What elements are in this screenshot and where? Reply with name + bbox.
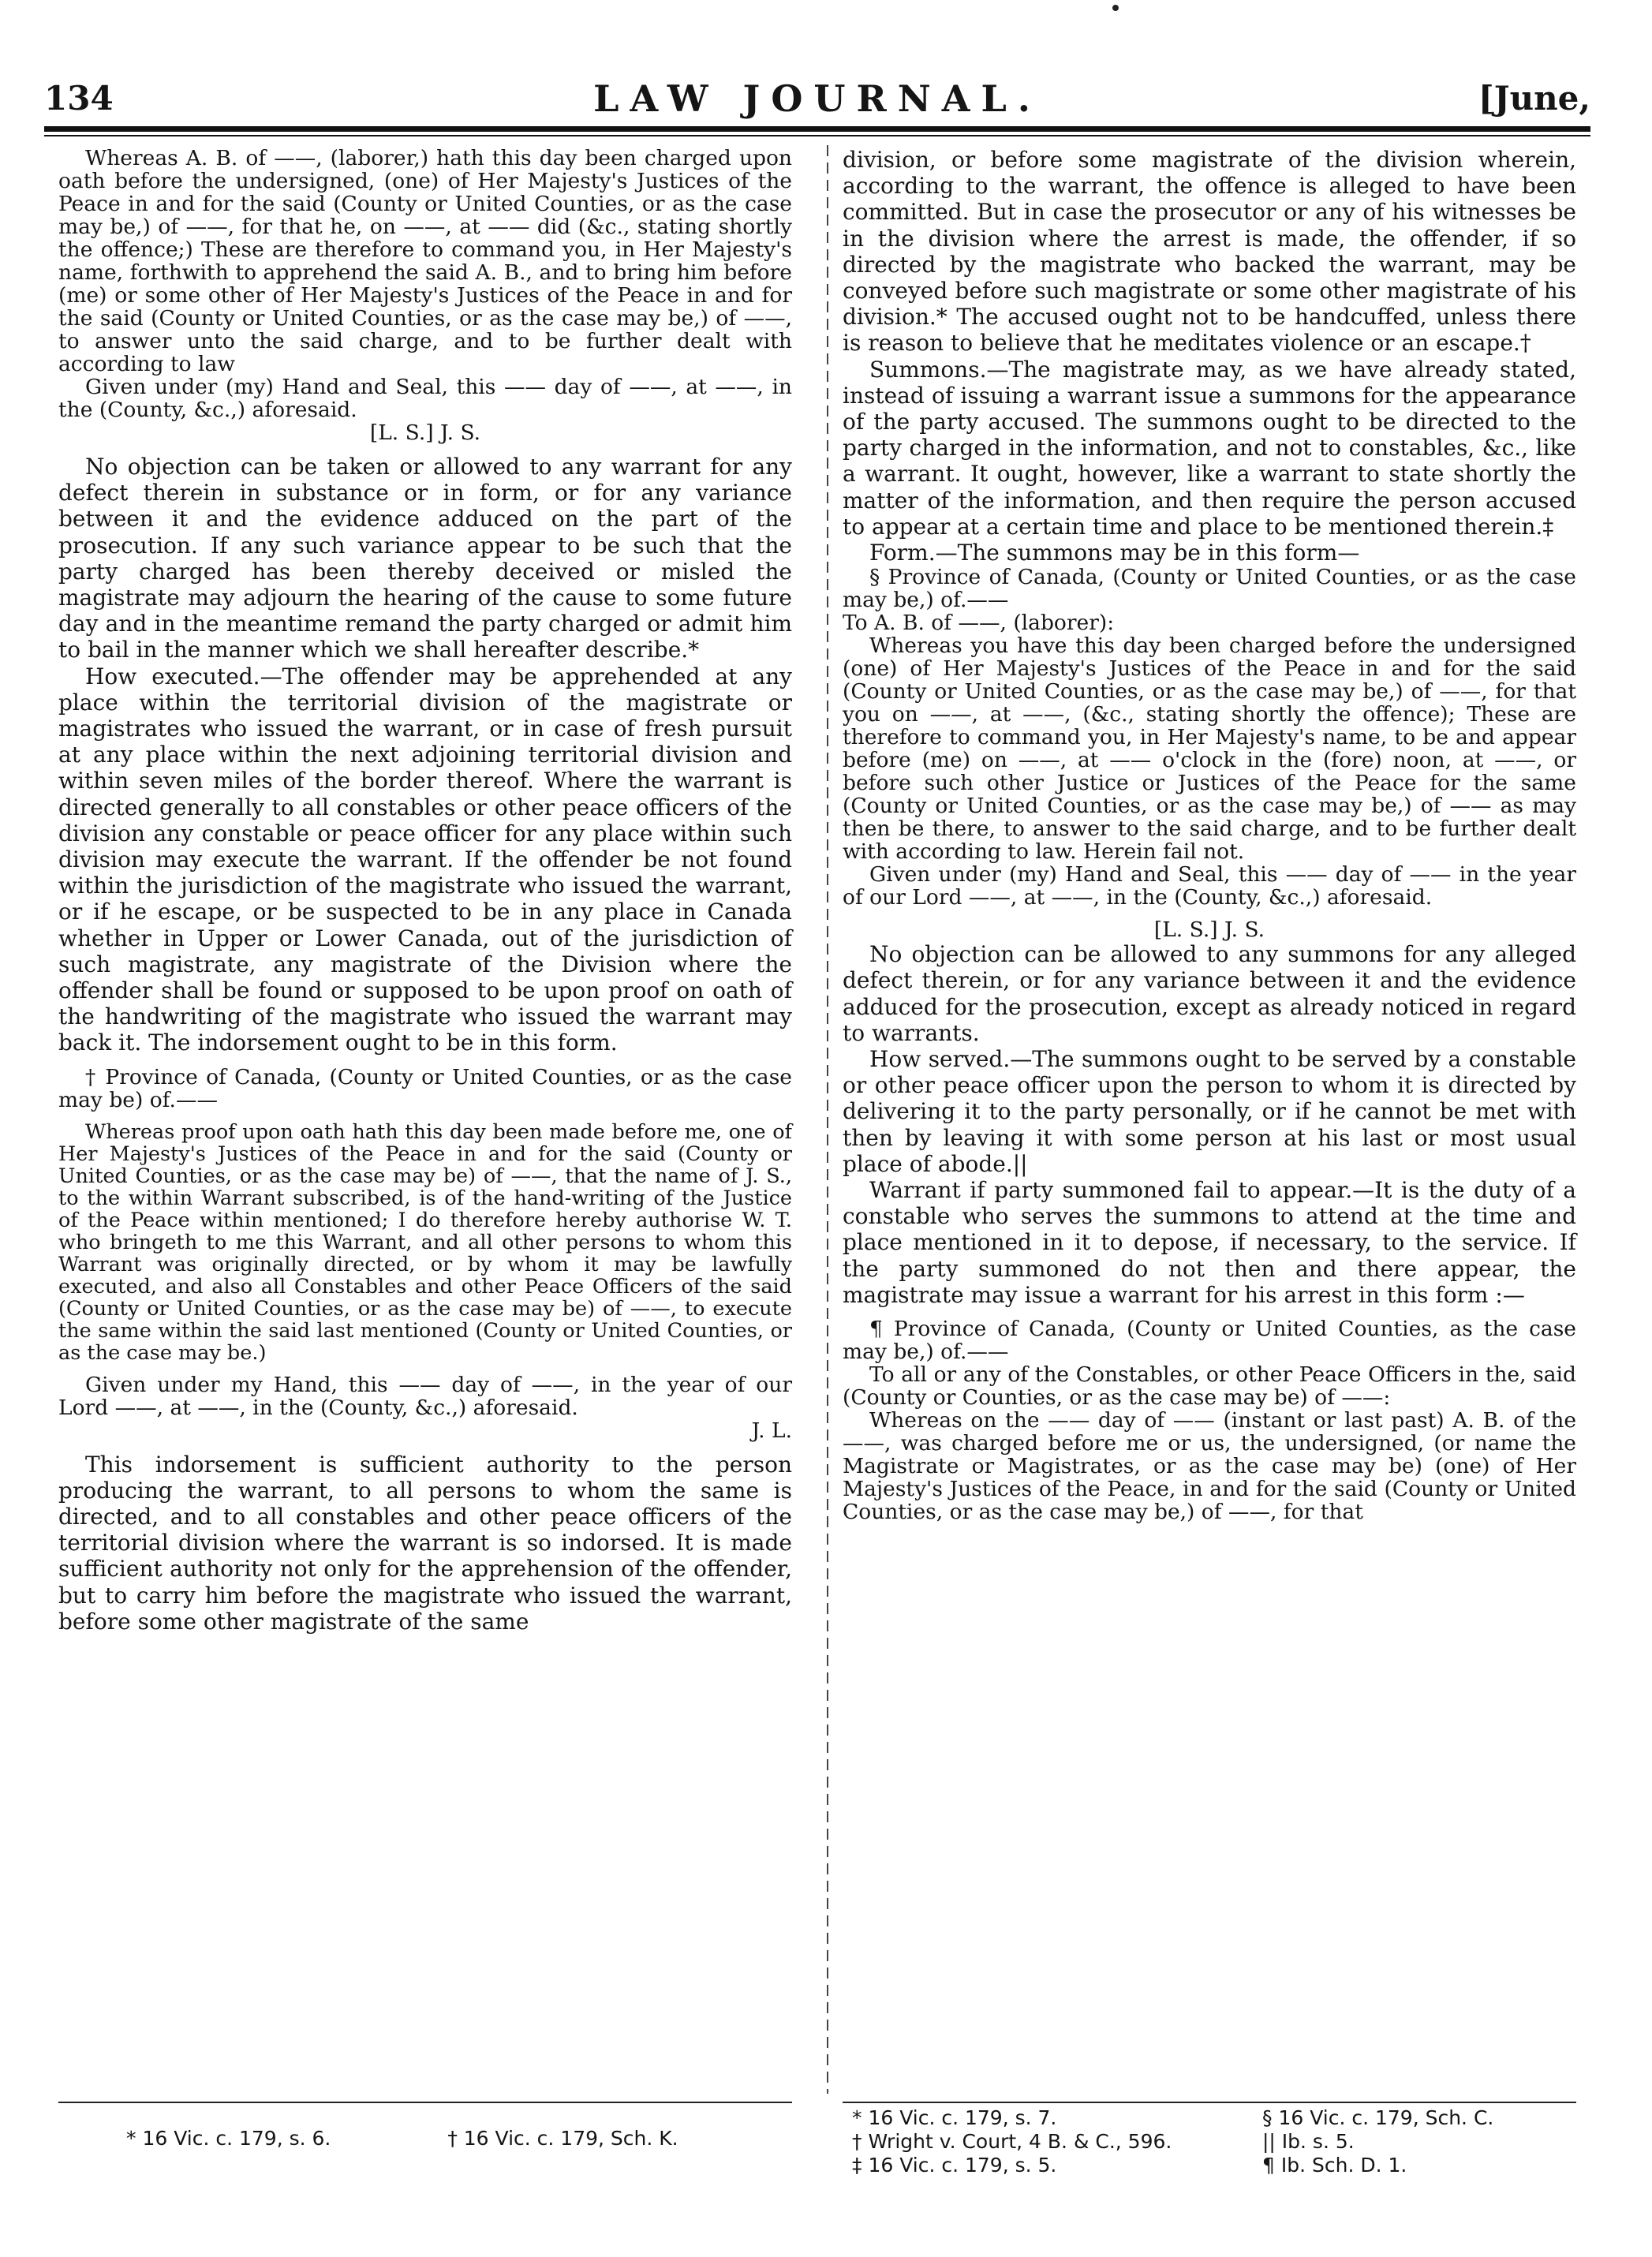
right-column [843, 147, 1576, 1523]
footnote-rule-left [58, 2102, 792, 2103]
indorsement-signature: J. L. [751, 1418, 792, 1443]
footnote-left-1: * 16 Vic. c. 179, s. 6. [126, 2127, 331, 2150]
indorsement-heading: † Province of Canada, (County or United Counties, or as the case may be) of.—— [58, 1064, 792, 1112]
page-header [44, 74, 1590, 121]
footnotes-right [852, 2106, 1586, 2177]
paragraph-form: Form.—The summons may be in this form— [869, 540, 1360, 566]
summons-form-body: Whereas you have this day been charged before the undersigned (one) of Her Majesty's Justices of the Peace in and for the said (County or United Counties, or as the case may be,) of ——, for that you on ——, at ——, (&c., stating shortly the offence); These are therefore to command you, in Her Majesty's name, to be and appear before (me) on ——, at —— o'clock in the (fore) noon, at ——, or before such other Justice or Justices of the Peace for the same (County or United Counties, or as the case may be,) of —— as may then be there, to answer to the said charge, and to be further dealt with according to law. Herein fail not. [843, 633, 1576, 865]
summons-form-heading: § Province of Canada, (County or United Counties, or as the case may be,) of.—— [843, 565, 1576, 613]
paragraph-how-executed: How executed.—The offender may be apprehended at any place within the territorial division of the magistrate or magistrates who issued the warrant, or in case of fresh pursuit at any place within the next adjoining territorial division and within seven miles of the border thereof. Where the warrant is directed generally to all constables or other peace officers of the division any constable or peace officer for any place within such division may execute the warrant. If the offender be not found within the jurisdiction of the magistrate who issued the warrant, or if he escape, or be suspected to be in any place in Canada whether in Upper or Lower Canada, out of the jurisdiction of such magistrate, any magistrate of the Division where the offender shall be found or supposed to be upon proof on oath of the handwriting of the magistrate who issued the warrant may back it. The indorsement ought to be in this form. [58, 663, 792, 1056]
footnote-right-3a: ‡ 16 Vic. c. 179, s. 5. [852, 2154, 1057, 2177]
paragraph-no-objection: No objection can be taken or allowed to any warrant for any defect therein in substance or in form, or for any variance between it and the evidence adduced on the part of the prosecution. If any such variance appear to be such that the party charged has been thereby deceived or misled the magistrate may adjourn the hearing of the cause to some future day and in the meantime remand the party charged or admit him to bail in the manner which we shall hereafter describe.* [58, 454, 792, 663]
indorsement-given-under: Given under my Hand, this —— day of ——, in the year of our Lord ——, at ——, in the (County, &c.,) aforesaid. [58, 1372, 792, 1420]
summons-given-under: Given under (my) Hand and Seal, this —— day of —— in the year of our Lord ——, at ——, in the (County, &c.,) aforesaid. [843, 862, 1576, 910]
paragraph-summons: Summons.—The magistrate may, as we have already stated, instead of issuing a warrant issue a summons for the appearance of the party accused. The summons ought to be directed to the party charged in the information, and not to constables, &c., like a warrant. It ought, however, like a warrant to state shortly the matter of the information, and then require the person accused to appear at a certain time and place to be mentioned therein.‡ [843, 356, 1576, 540]
column-separator [827, 145, 828, 2094]
arrest-warrant-body: Whereas on the —— day of —— (instant or last past) A. B. of the ——, was charged before me or us, the undersigned, (or name the Magistrate or Magistrates, or as the case may be) (one) of Her Majesty's Justices of the Peace, in and for the said (County or United Counties, or as the case may be,) of ——, for that [843, 1408, 1576, 1525]
paragraph-no-objection-summons: No objection can be allowed to any summons for any alleged defect therein, or for any variance between it and the evidence adduced for the prosecution, except as already noticed in regard to warrants. [843, 941, 1576, 1046]
paragraph-indorsement-authority: This indorsement is sufficient authority to the person producing the warrant, to all persons to whom the same is directed, and to all constables and other peace officers of the territorial division where the warrant is so indorsed. It is made sufficient authority not only for the apprehension of the offender, but to carry him before the magistrate who issued the warrant, before some other magistrate of the same [58, 1451, 792, 1635]
footnote-rule-right [843, 2102, 1576, 2103]
paragraph-division-continued: division, or before some magistrate of the division wherein, according to the warrant, the offence is alleged to have been committed. But in case the prosecutor or any of his witnesses be in the division where the arrest is made, the offender, if so directed by the magistrate who backed the warrant, may be conveyed before such magistrate or some other magistrate of his division.* The accused ought not to be handcuffed, unless there is reason to believe that he meditates violence or an escape.† [843, 147, 1576, 357]
paragraph-how-served: How served.—The summons ought to be served by a constable or other peace officer upon the person to whom it is directed by delivering it to the party personally, or if he cannot be met with then by leaving it with some person at his last or most usual place of abode.|| [843, 1046, 1576, 1177]
arrest-warrant-addressee: To all or any of the Constables, or other Peace Officers in the, said (County or Counties, or as the case may be) of ——: [843, 1362, 1576, 1411]
indorsement-body: Whereas proof upon oath hath this day been made before me, one of Her Majesty's Justices of the Peace in and for the said (County or United Counties, or as the case may be) of ——, that the name of J. S., to the within Warrant subscribed, is of the hand-writing of the Justice of the Peace within mentioned; I do therefore hereby authorise W. T. who bringeth to me this Warrant, and all other persons to whom this Warrant was originally directed, or by whom it may be lawfully executed, and also all Constables and other Peace Officers of the said (County or United Counties, or as the case may be) of ——, to execute the same within the said last mentioned (County or United Counties, or as the case may be.) [58, 1119, 792, 1365]
footnote-right-1a: * 16 Vic. c. 179, s. 7. [852, 2106, 1057, 2129]
header-rule-thin [44, 135, 1590, 136]
arrest-warrant-heading: ¶ Province of Canada, (County or United Counties, as the case may be,) of.—— [843, 1317, 1576, 1365]
footnote-left-2: † 16 Vic. c. 179, Sch. K. [447, 2127, 678, 2150]
left-column [58, 147, 792, 1635]
summons-seal-signature: [L. S.] J. S. [1153, 917, 1265, 943]
footnote-right-3b: ¶ Ib. Sch. D. 1. [1262, 2154, 1407, 2177]
footnote-right-2a: † Wright v. Court, 4 B. & C., 596. [852, 2130, 1172, 2153]
footnote-right-2b: || Ib. s. 5. [1262, 2130, 1355, 2153]
summons-form-addressee: To A. B. of ——, (laborer): [843, 611, 1115, 636]
footnotes-left [126, 2127, 797, 2150]
ink-dot [1112, 5, 1119, 11]
warrant-seal-signature: [L. S.] J. S. [369, 420, 481, 445]
journal-title: LAW JOURNAL. [593, 77, 1041, 120]
warrant-form-body: Whereas A. B. of ——, (laborer,) hath this day been charged upon oath before the undersigned, (one) of Her Majesty's Justices of the Peace in and for the said (County or United Counties, or as the case may be,) of ——, for that he, on ——, at —— did (&c., stating shortly the offence;) These are therefore to command you, in Her Majesty's name, forthwith to apprehend the said A. B., and to bring him before (me) or some other of Her Majesty's Justices of the Peace in and for the said (County or United Counties, or as the case may be,) of ——, to answer unto the said charge, and to be further dealt with according to law [58, 146, 792, 376]
header-rule-thick [44, 126, 1590, 132]
warrant-given-under: Given under (my) Hand and Seal, this —— day of ——, at ——, in the (County, &c.,) aforesaid. [58, 375, 792, 422]
paragraph-warrant-fail-to-appear: Warrant if party summoned fail to appear.—It is the duty of a constable who serves the summons to attend at the time and place mentioned in it to depose, if necessary, to the service. If the party summoned do not then and there appear, the magistrate may issue a warrant for his arrest in this form :— [843, 1177, 1576, 1308]
page-number: 134 [44, 79, 114, 118]
footnote-right-1b: § 16 Vic. c. 179, Sch. C. [1262, 2106, 1494, 2129]
issue-month: [June, [1478, 79, 1590, 118]
